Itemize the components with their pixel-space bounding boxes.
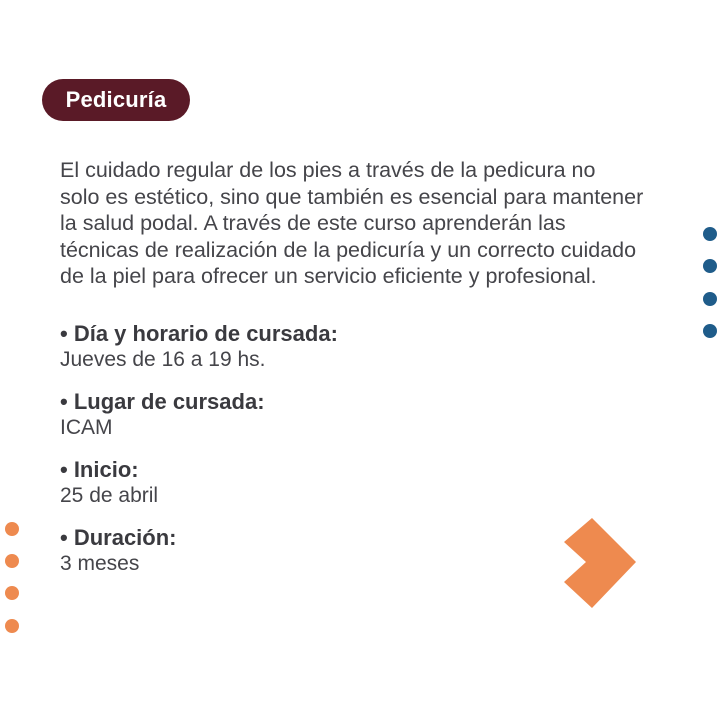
course-details xyxy=(60,320,500,592)
detail-location xyxy=(60,388,500,441)
course-description xyxy=(60,157,680,290)
detail-label: • Duración: xyxy=(60,525,177,550)
blue-dot-icon xyxy=(703,227,717,241)
detail-value: 25 de abril xyxy=(60,484,159,507)
orange-dot-icon xyxy=(5,554,19,568)
detail-schedule xyxy=(60,320,500,373)
description-line: técnicas de realización de la pedicuría y un correcto cuidado xyxy=(60,237,637,262)
detail-value: Jueves de 16 a 19 hs. xyxy=(60,348,266,371)
detail-label: • Inicio: xyxy=(60,457,139,482)
orange-dot-icon xyxy=(5,586,19,600)
orange-dot-icon xyxy=(5,522,19,536)
orange-dot-icon xyxy=(5,619,19,633)
description-line: de la piel para ofrecer un servicio eficiente y profesional. xyxy=(60,264,597,288)
detail-value: 3 meses xyxy=(60,552,140,575)
description-line: la salud podal. A través de este curso aprenderán las xyxy=(60,211,566,235)
chevron-right-icon xyxy=(564,518,638,610)
detail-value: ICAM xyxy=(60,416,113,439)
detail-duration xyxy=(60,524,500,577)
blue-dot-icon xyxy=(703,324,717,338)
description-line: solo es estético, sino que también es esencial para mantener xyxy=(60,184,644,209)
detail-label: • Lugar de cursada: xyxy=(60,389,265,414)
description-line: El cuidado regular de los pies a través de la pedicura no xyxy=(60,158,596,182)
detail-label: • Día y horario de cursada: xyxy=(60,321,338,346)
course-title: Pedicuría xyxy=(65,87,167,112)
blue-dot-icon xyxy=(703,259,717,273)
course-title-badge xyxy=(42,79,190,121)
blue-dot-icon xyxy=(703,292,717,306)
detail-start xyxy=(60,456,500,509)
